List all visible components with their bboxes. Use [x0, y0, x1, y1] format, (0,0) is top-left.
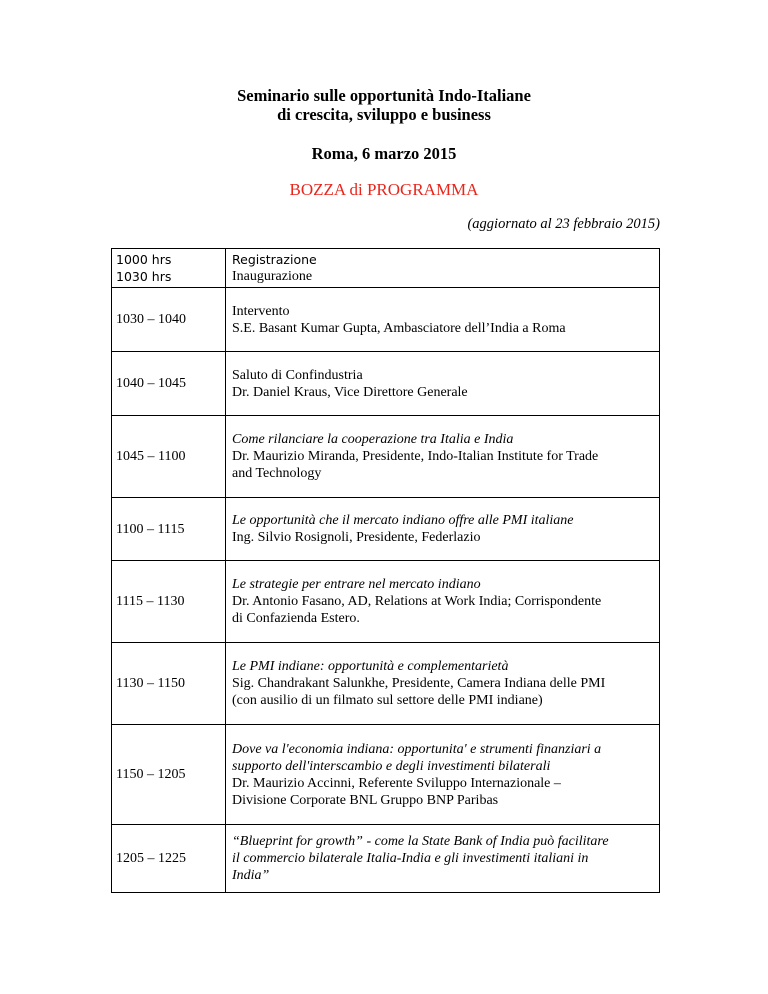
table-row: [112, 416, 660, 498]
speaker-text: di Confazienda Estero.: [232, 611, 360, 626]
session-title: Dove va l'economia indiana: opportunita' e strumenti finanziari a: [232, 741, 602, 757]
session-title: Come rilanciare la cooperazione tra Italia e India: [232, 432, 514, 447]
program-table: [111, 248, 660, 893]
session-text: Inaugurazione: [232, 269, 313, 284]
session-text: Intervento: [232, 303, 290, 319]
time-cell: 1030 – 1040: [112, 288, 226, 352]
session-title: “Blueprint for growth” - come la State Bank of India può facilitare: [232, 834, 609, 849]
seminar-title-line2: di crescita, sviluppo e business: [277, 105, 491, 124]
speaker-text: Sig. Chandrakant Salunkhe, Presidente, Camera Indiana delle PMI: [232, 676, 606, 691]
time-text: 1030 hrs: [116, 269, 172, 284]
session-text: Registrazione: [232, 252, 317, 267]
session-title: India”: [232, 868, 270, 883]
desc-cell: [226, 498, 660, 561]
speaker-text: S.E. Basant Kumar Gupta, Ambasciatore dell’India a Roma: [232, 320, 566, 336]
time-cell: 1040 – 1045: [112, 352, 226, 416]
speaker-text: Divisione Corporate BNL Gruppo BNP Paribas: [232, 792, 499, 808]
table-row: [112, 825, 660, 893]
table-row: [112, 498, 660, 561]
session-title: Le opportunità che il mercato indiano offre alle PMI italiane: [232, 513, 574, 528]
desc-cell: [226, 288, 660, 352]
desc-cell: [226, 416, 660, 498]
session-text: Saluto di Confindustria: [232, 367, 363, 383]
time-cell: 1205 – 1225: [112, 825, 226, 893]
speaker-text: Dr. Maurizio Accinni, Referente Sviluppo Internazionale –: [232, 775, 561, 791]
speaker-text: Ing. Silvio Rosignoli, Presidente, Federlazio: [232, 530, 481, 545]
desc-cell: [226, 249, 660, 288]
table-row: [112, 725, 660, 825]
speaker-text: Dr. Antonio Fasano, AD, Relations at Work India; Corrispondente: [232, 594, 602, 609]
desc-cell: [226, 561, 660, 643]
session-title: supporto dell'interscambio e degli investimenti bilaterali: [232, 758, 551, 774]
time-cell: 1100 – 1115: [112, 498, 226, 561]
desc-cell: [226, 643, 660, 725]
desc-cell: [226, 725, 660, 825]
table-row: [112, 561, 660, 643]
table-row: [112, 288, 660, 352]
speaker-text: and Technology: [232, 466, 322, 481]
updated-note: (aggiornato al 23 febbraio 2015): [467, 216, 660, 232]
speaker-text: (con ausilio di un filmato sul settore delle PMI indiane): [232, 693, 543, 708]
draft-label: BOZZA di PROGRAMMA: [289, 180, 479, 199]
desc-cell: [226, 352, 660, 416]
session-title: Le PMI indiane: opportunità e complementarietà: [232, 659, 509, 674]
event-date: Roma, 6 marzo 2015: [311, 144, 457, 163]
session-title: il commercio bilaterale Italia-India e gli investimenti italiani in: [232, 851, 589, 866]
speaker-text: Dr. Maurizio Miranda, Presidente, Indo-Italian Institute for Trade: [232, 449, 599, 464]
table-row: [112, 249, 660, 288]
time-cell: 1130 – 1150: [112, 643, 226, 725]
desc-cell: [226, 825, 660, 893]
time-text: 1000 hrs: [116, 252, 172, 267]
time-cell: 1115 – 1130: [112, 561, 226, 643]
time-cell: [112, 249, 226, 288]
seminar-title-line1: Seminario sulle opportunità Indo-Italiane: [237, 86, 531, 105]
time-cell: 1045 – 1100: [112, 416, 226, 498]
table-row: [112, 352, 660, 416]
time-cell: 1150 – 1205: [112, 725, 226, 825]
table-row: [112, 643, 660, 725]
session-title: Le strategie per entrare nel mercato indiano: [232, 577, 481, 592]
speaker-text: Dr. Daniel Kraus, Vice Direttore Generale: [232, 384, 468, 400]
